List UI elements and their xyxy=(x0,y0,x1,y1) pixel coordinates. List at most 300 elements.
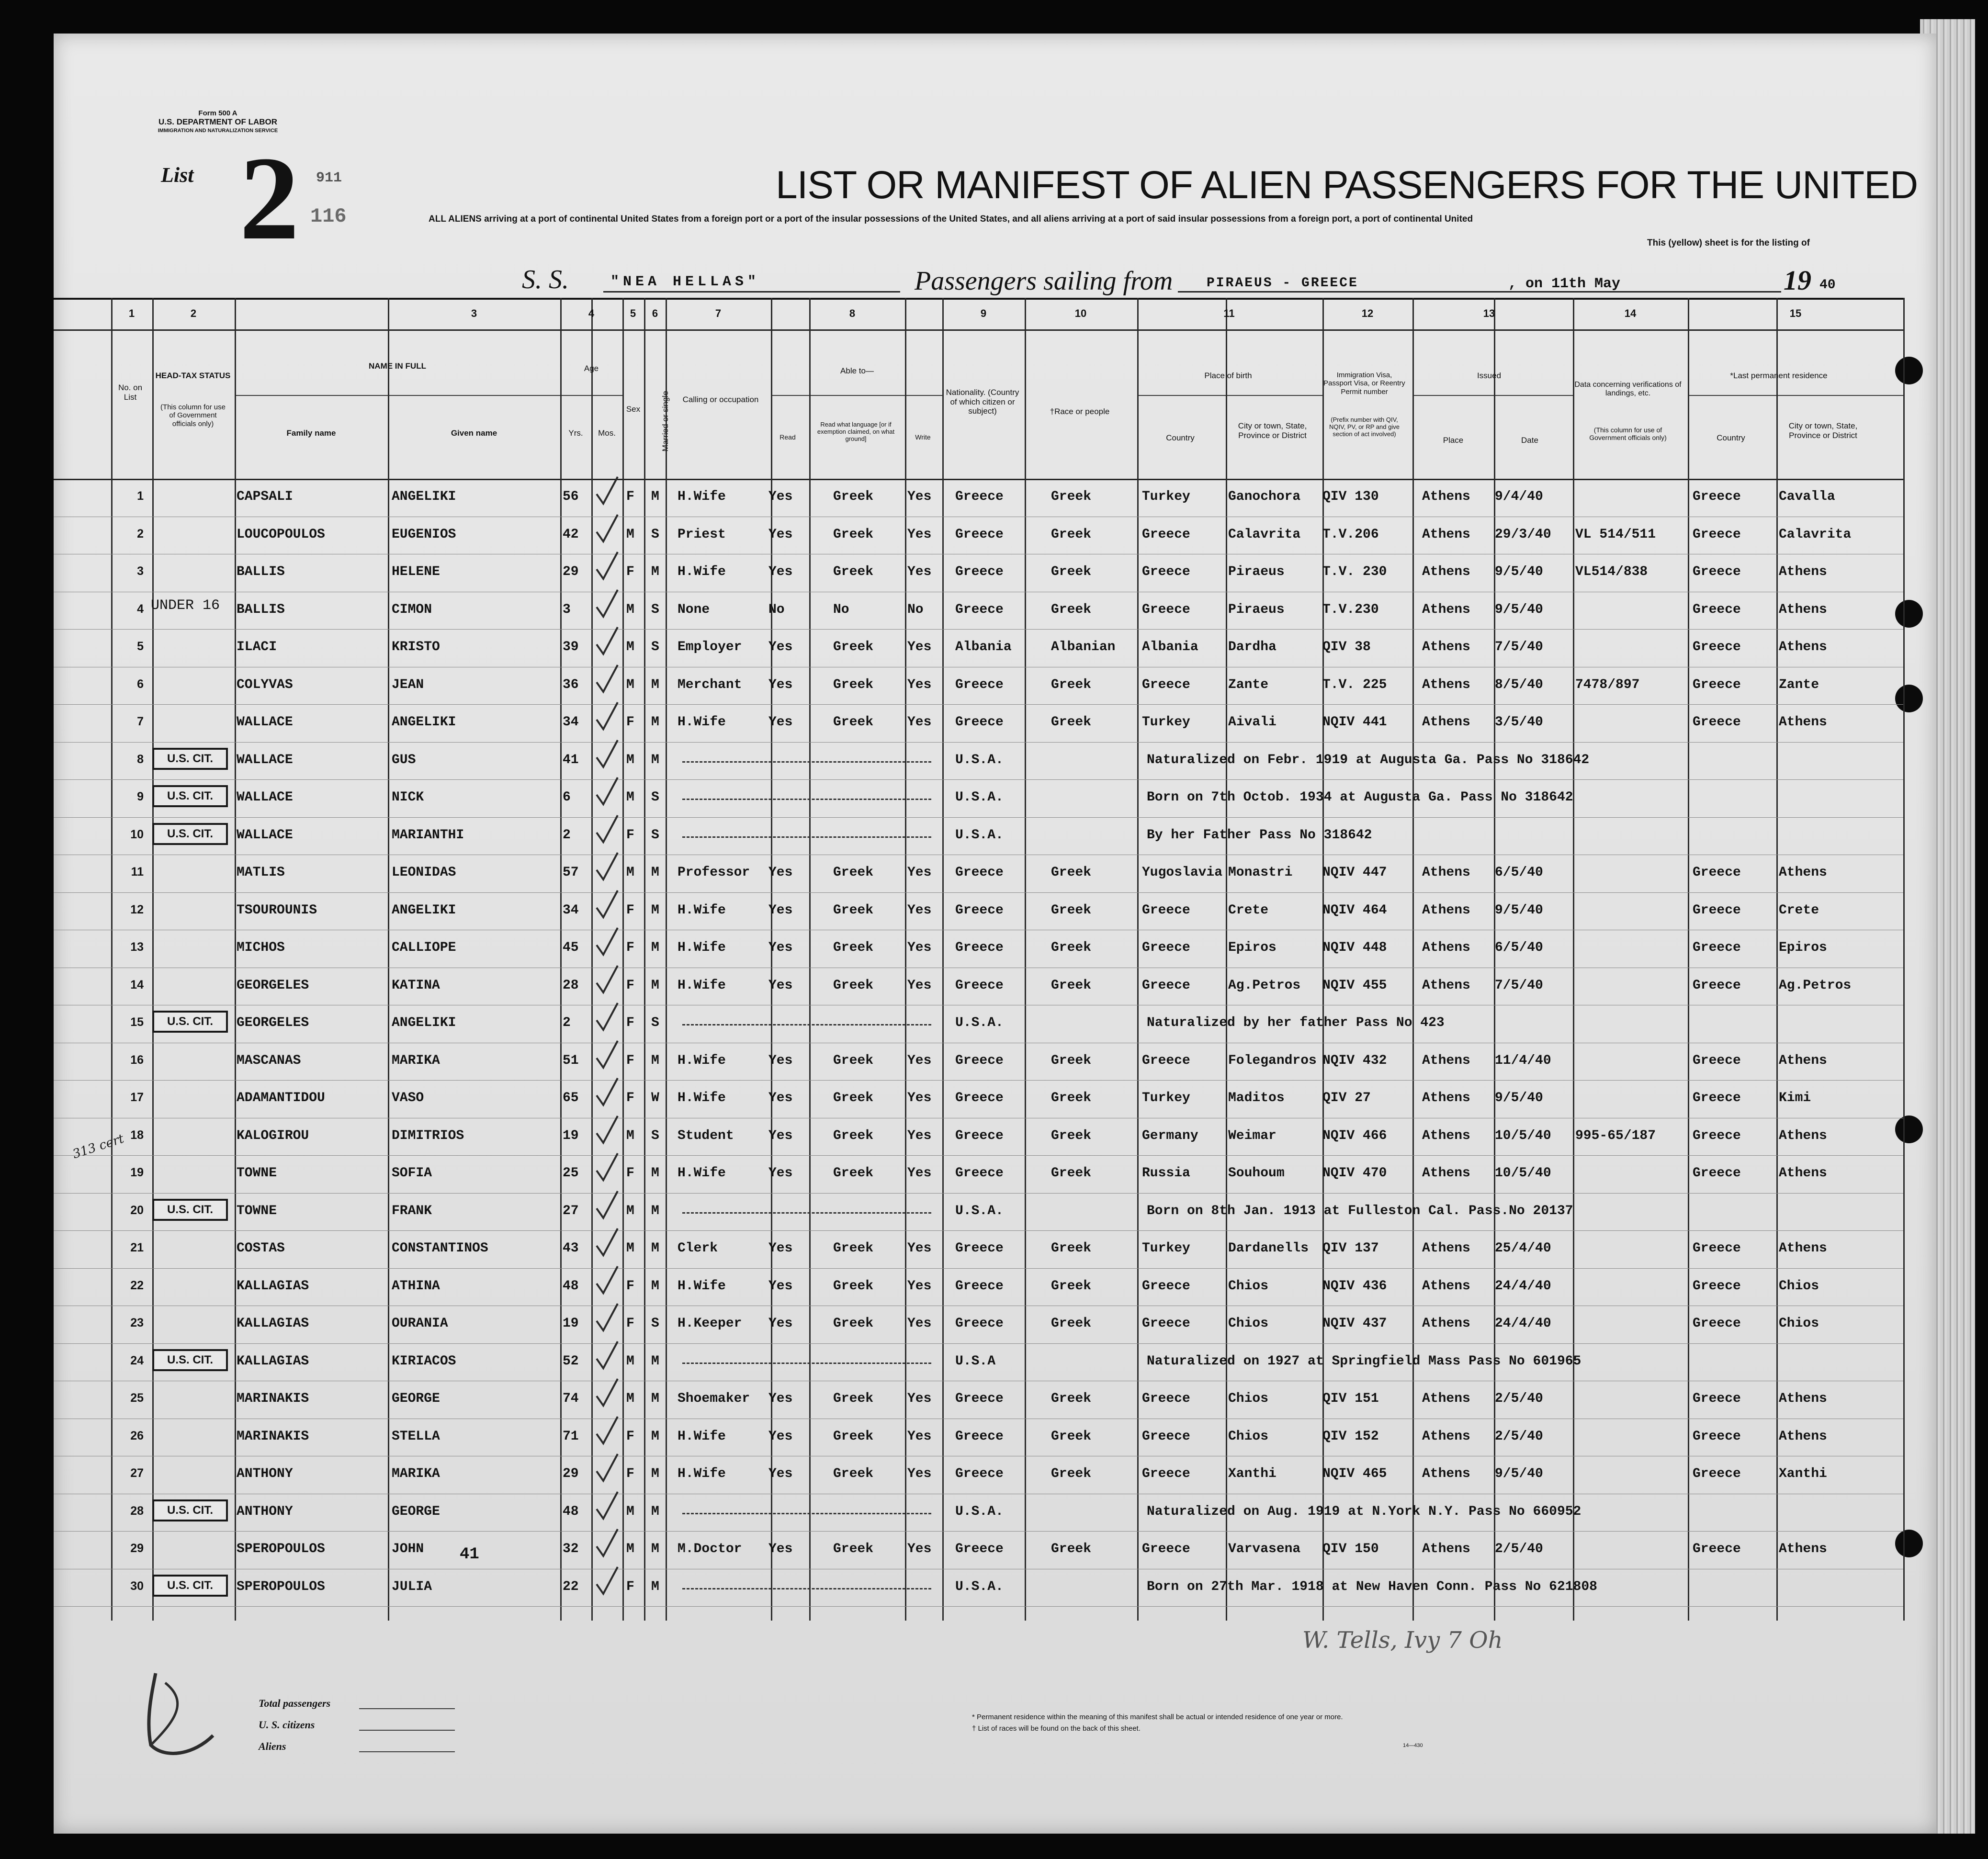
header-res-country: Country xyxy=(1717,433,1745,442)
header-res-city: City or town, State, Province or District xyxy=(1788,421,1858,440)
header-birth-country: Country xyxy=(1166,433,1195,442)
cell-bcountry: Turkey xyxy=(1142,715,1190,730)
cell-occ: H.Wife xyxy=(678,489,726,504)
cell-ms: M xyxy=(651,752,659,767)
cell-bcity: Monastri xyxy=(1228,865,1293,880)
cell-family: COSTAS xyxy=(237,1241,285,1256)
handwritten-page-number: 41 xyxy=(460,1545,479,1564)
cell-iplace: Athens xyxy=(1422,1466,1470,1481)
cell-bcountry: Yugoslavia xyxy=(1142,865,1223,880)
header-mos: Mos. xyxy=(598,428,616,438)
cell-ms: W xyxy=(651,1091,659,1105)
cell-iplace: Athens xyxy=(1422,1241,1470,1256)
cell-no: 14 xyxy=(130,978,144,991)
cell-bcity: Aivali xyxy=(1228,715,1276,730)
cell-rcity: Chios xyxy=(1779,1278,1819,1294)
cell-age: 29 xyxy=(563,1466,579,1481)
cell-no: 18 xyxy=(130,1128,144,1142)
departure-port: PIRAEUS - GREECE xyxy=(1207,276,1358,291)
cell-rcountry: Greece xyxy=(1693,1241,1741,1256)
cell-lang: Greek xyxy=(833,1166,874,1181)
cell-bcity: Piraeus xyxy=(1228,564,1285,579)
manifest-subtitle-2: This (yellow) sheet is for the listing of xyxy=(1647,238,1810,248)
cell-idate: 6/5/40 xyxy=(1495,865,1543,880)
cell-ms: S xyxy=(651,1015,659,1030)
cell-idate: 9/5/40 xyxy=(1495,1091,1543,1105)
cell-ms: S xyxy=(651,790,659,805)
cell-no: 10 xyxy=(130,827,144,841)
cell-lang: Greek xyxy=(833,489,874,504)
cell-given: JOHN xyxy=(392,1542,424,1556)
blank-dash-line xyxy=(682,761,931,763)
header-age: Age xyxy=(584,364,599,373)
cell-visa: NQIV 466 xyxy=(1322,1128,1387,1143)
cell-iplace: Athens xyxy=(1422,677,1470,692)
column-number: 9 xyxy=(980,307,987,319)
cell-visa: T.V. 225 xyxy=(1322,677,1387,692)
cell-occ: Clerk xyxy=(678,1241,718,1256)
cell-race: Greek xyxy=(1051,1091,1092,1105)
cell-ms: M xyxy=(651,1391,659,1406)
column-number: 14 xyxy=(1624,307,1637,319)
cell-no: 11 xyxy=(131,865,144,879)
punch-hole xyxy=(1895,685,1923,712)
cell-rcity: Athens xyxy=(1779,564,1827,579)
footnote-races: † List of races will be found on the back of this sheet. xyxy=(972,1724,1141,1733)
cell-nat: Greece xyxy=(955,1241,1004,1256)
cell-occ: H.Wife xyxy=(678,978,726,993)
cell-read: Yes xyxy=(768,489,793,504)
cell-sex: F xyxy=(626,1579,634,1594)
cell-age: 43 xyxy=(563,1241,579,1256)
check-mark xyxy=(593,1076,621,1110)
punch-hole xyxy=(1895,1530,1923,1557)
cell-idate: 10/5/40 xyxy=(1495,1128,1551,1143)
list-stamp: 116 xyxy=(310,205,347,228)
cell-ms: M xyxy=(651,1166,659,1181)
cell-rcity: Athens xyxy=(1779,1391,1827,1406)
cell-sex: F xyxy=(626,489,634,504)
cell-occ: H.Wife xyxy=(678,1053,726,1068)
cell-rcountry: Greece xyxy=(1693,902,1741,918)
cell-write: Yes xyxy=(907,902,932,918)
cell-given: CALLIOPE xyxy=(392,940,456,955)
cell-age: 3 xyxy=(563,602,571,617)
cell-rcountry: Greece xyxy=(1693,1466,1741,1481)
column-number: 12 xyxy=(1361,307,1374,319)
cell-idate: 9/5/40 xyxy=(1495,1466,1543,1481)
cell-iplace: Athens xyxy=(1422,1166,1470,1181)
cell-occ: H.Wife xyxy=(678,1278,726,1294)
cell-occ: H.Keeper xyxy=(678,1316,742,1331)
cell-rcity: Athens xyxy=(1779,1053,1827,1068)
cell-family: KALLAGIAS xyxy=(237,1353,309,1369)
cell-nat: Greece xyxy=(955,1278,1004,1294)
cell-citizenship-note: Born on 27th Mar. 1918 at New Haven Conn. Pass No 621808 xyxy=(1147,1579,1597,1594)
cell-bcountry: Greece xyxy=(1142,1316,1190,1331)
cell-rcity: Epiros xyxy=(1779,940,1827,955)
header-sub-rule xyxy=(235,395,560,396)
cell-rcountry: Greece xyxy=(1693,564,1741,579)
cell-read: Yes xyxy=(768,1278,793,1294)
cell-rcity: Athens xyxy=(1779,715,1827,730)
cell-ms: M xyxy=(651,1241,659,1256)
cell-race: Greek xyxy=(1051,940,1092,955)
cell-occ: Student xyxy=(678,1128,734,1143)
total-passengers-line xyxy=(359,1708,455,1709)
row-rule xyxy=(54,1606,1903,1607)
header-able-to: Able to— xyxy=(840,366,874,375)
cell-iplace: Athens xyxy=(1422,1429,1470,1444)
cell-sex: M xyxy=(626,1203,634,1218)
cell-age: 2 xyxy=(563,827,571,843)
cell-no: 24 xyxy=(130,1353,144,1367)
cell-sex: M xyxy=(626,1353,634,1369)
punch-hole xyxy=(1895,1115,1923,1143)
header-landings-note: (This column for use of Government officials only) xyxy=(1589,426,1667,442)
cell-race: Greek xyxy=(1051,1241,1092,1256)
cell-sex: F xyxy=(626,1015,634,1030)
header-sub-rule xyxy=(1688,395,1903,396)
check-mark xyxy=(593,475,621,508)
cell-bcity: Chios xyxy=(1228,1391,1269,1406)
cell-ms: M xyxy=(651,489,659,504)
head-tax-status: U.S. CIT. xyxy=(152,1349,228,1371)
column-rule xyxy=(560,298,562,1621)
header-visa: Immigration Visa, Passport Visa, or Reentry Permit number xyxy=(1323,371,1405,396)
column-number: 2 xyxy=(190,307,197,319)
cell-sex: M xyxy=(626,602,634,617)
header-sex: Sex xyxy=(626,405,641,414)
cell-no: 8 xyxy=(137,752,144,766)
cell-no: 21 xyxy=(130,1241,144,1254)
check-mark xyxy=(593,1227,621,1260)
cell-rcity: Kimi xyxy=(1779,1091,1811,1105)
cell-iplace: Athens xyxy=(1422,489,1470,504)
column-number: 13 xyxy=(1483,307,1495,319)
cell-age: 48 xyxy=(563,1278,579,1294)
cell-read: Yes xyxy=(768,1429,793,1444)
cell-rcountry: Greece xyxy=(1693,677,1741,692)
cell-sex: M xyxy=(626,1391,634,1406)
column-number: 7 xyxy=(715,307,722,319)
cell-family: COLYVAS xyxy=(237,677,293,692)
cell-nat: U.S.A. xyxy=(955,827,1004,843)
cell-given: ANGELIKI xyxy=(392,489,456,504)
cell-visa: T.V.206 xyxy=(1322,527,1379,542)
year-prefix: 19 xyxy=(1784,265,1811,296)
cell-family: GEORGELES xyxy=(237,978,309,993)
cell-idate: 2/5/40 xyxy=(1495,1429,1543,1444)
header-no-on-list: No. on List xyxy=(118,383,143,402)
cell-nat: Greece xyxy=(955,978,1004,993)
cell-rcountry: Greece xyxy=(1693,1053,1741,1068)
cell-bcity: Weimar xyxy=(1228,1128,1276,1143)
cell-idate: 10/5/40 xyxy=(1495,1166,1551,1181)
column-rule xyxy=(1903,298,1905,1621)
check-mark xyxy=(593,625,621,659)
cell-bcity: Epiros xyxy=(1228,940,1276,955)
cell-landing: VL514/838 xyxy=(1575,564,1648,579)
head-tax-status: U.S. CIT. xyxy=(152,1199,228,1221)
header-last-residence: *Last permanent residence xyxy=(1730,371,1828,380)
cell-iplace: Athens xyxy=(1422,564,1470,579)
cell-nat: U.S.A. xyxy=(955,790,1004,805)
cell-read: Yes xyxy=(768,1128,793,1143)
cell-occ: H.Wife xyxy=(678,715,726,730)
cell-ms: S xyxy=(651,640,659,654)
blank-dash-line xyxy=(682,1588,931,1589)
head-tax-status: U.S. CIT. xyxy=(152,785,228,807)
check-mark xyxy=(593,1527,621,1561)
cell-race: Greek xyxy=(1051,489,1092,504)
cell-no: 9 xyxy=(137,790,144,803)
cell-lang: Greek xyxy=(833,1128,874,1143)
check-mark xyxy=(593,1151,621,1185)
cell-race: Greek xyxy=(1051,1053,1092,1068)
cell-sex: F xyxy=(626,1053,634,1068)
cell-family: KALLAGIAS xyxy=(237,1316,309,1331)
cell-idate: 11/4/40 xyxy=(1495,1053,1551,1068)
cell-visa: QIV 137 xyxy=(1322,1241,1379,1256)
cell-ms: S xyxy=(651,1316,659,1331)
print-code: 14—430 xyxy=(1403,1743,1423,1748)
cell-rcity: Athens xyxy=(1779,602,1827,617)
cell-nat: Greece xyxy=(955,564,1004,579)
head-tax-status: U.S. CIT. xyxy=(152,748,228,770)
cell-lang: Greek xyxy=(833,1053,874,1068)
cell-occ: Shoemaker xyxy=(678,1391,750,1406)
cell-family: SPEROPOULOS xyxy=(237,1579,325,1594)
cell-bcountry: Turkey xyxy=(1142,1091,1190,1105)
cell-write: Yes xyxy=(907,1241,932,1256)
cell-nat: Greece xyxy=(955,602,1004,617)
row-rule xyxy=(54,1531,1903,1532)
check-mark xyxy=(593,889,621,922)
column-rule xyxy=(1226,298,1227,1621)
cell-bcity: Dardha xyxy=(1228,640,1276,654)
cell-sex: F xyxy=(626,715,634,730)
cell-nat: Greece xyxy=(955,940,1004,955)
head-tax-status: U.S. CIT. xyxy=(152,823,228,845)
cell-sex: M xyxy=(626,1241,634,1256)
handwritten-mark xyxy=(136,1664,232,1769)
cell-citizenship-note: Born on 7th Octob. 1934 at Augusta Ga. Pass No 318642 xyxy=(1147,790,1573,805)
cell-rcountry: Greece xyxy=(1693,1316,1741,1331)
head-tax-status: U.S. CIT. xyxy=(152,1011,228,1033)
cell-write: Yes xyxy=(907,677,932,692)
cell-nat: Greece xyxy=(955,527,1004,542)
cell-no: 2 xyxy=(137,527,144,541)
cell-given: MARIKA xyxy=(392,1053,440,1068)
cell-no: 4 xyxy=(137,602,144,616)
cell-bcity: Xanthi xyxy=(1228,1466,1276,1481)
cell-given: EUGENIOS xyxy=(392,527,456,542)
cell-ms: M xyxy=(651,1466,659,1481)
cell-given: KIRIACOS xyxy=(392,1353,456,1369)
cell-write: Yes xyxy=(907,1128,932,1143)
cell-race: Greek xyxy=(1051,564,1092,579)
service-name: IMMIGRATION AND NATURALIZATION SERVICE xyxy=(158,128,278,134)
cell-family: MARINAKIS xyxy=(237,1429,309,1444)
cell-iplace: Athens xyxy=(1422,640,1470,654)
check-mark xyxy=(593,550,621,584)
cell-nat: U.S.A. xyxy=(955,1504,1004,1519)
cell-family: CAPSALI xyxy=(237,489,293,504)
cell-rcity: Athens xyxy=(1779,1166,1827,1181)
cell-idate: 3/5/40 xyxy=(1495,715,1543,730)
cell-no: 16 xyxy=(130,1053,144,1067)
cell-bcountry: Greece xyxy=(1142,564,1190,579)
cell-given: KATINA xyxy=(392,978,440,993)
cell-iplace: Athens xyxy=(1422,1542,1470,1556)
manifest-title: LIST OR MANIFEST OF ALIEN PASSENGERS FOR THE UNITED xyxy=(776,163,1918,207)
column-rule xyxy=(622,298,624,1621)
column-number: 11 xyxy=(1223,307,1235,319)
cell-read: Yes xyxy=(768,1542,793,1556)
cell-age: 52 xyxy=(563,1353,579,1369)
cell-family: ADAMANTIDOU xyxy=(237,1091,325,1105)
cell-family: BALLIS xyxy=(237,564,285,579)
cell-visa: NQIV 436 xyxy=(1322,1278,1387,1294)
column-rule xyxy=(111,298,113,1621)
cell-read: Yes xyxy=(768,1091,793,1105)
cell-write: Yes xyxy=(907,527,932,542)
row-rule xyxy=(54,1080,1903,1081)
cell-idate: 7/5/40 xyxy=(1495,640,1543,654)
form-id-block xyxy=(144,109,292,135)
cell-bcountry: Germany xyxy=(1142,1128,1198,1143)
cell-occ: M.Doctor xyxy=(678,1542,742,1556)
cell-sex: F xyxy=(626,1278,634,1294)
check-mark xyxy=(593,1565,621,1599)
cell-no: 19 xyxy=(130,1166,144,1179)
column-rule xyxy=(1412,298,1414,1621)
check-mark xyxy=(593,1490,621,1523)
cell-bcountry: Greece xyxy=(1142,1429,1190,1444)
cell-nat: Albania xyxy=(955,640,1012,654)
cell-occ: H.Wife xyxy=(678,1466,726,1481)
column-rule xyxy=(905,298,906,1621)
header-sub-rule xyxy=(771,395,942,396)
check-mark xyxy=(593,1340,621,1373)
cell-family: ANTHONY xyxy=(237,1466,293,1481)
form-number: Form 500 A xyxy=(198,109,237,117)
header-visa-note: (Prefix number with QIV, NQIV, PV, or RP and give section of act involved) xyxy=(1329,416,1400,438)
cell-sex: F xyxy=(626,827,634,843)
cell-no: 26 xyxy=(130,1429,144,1442)
cell-visa: QIV 151 xyxy=(1322,1391,1379,1406)
ship-name: "NEA HELLAS" xyxy=(610,274,760,290)
cell-ms: M xyxy=(651,1429,659,1444)
cell-iplace: Athens xyxy=(1422,940,1470,955)
cell-no: 23 xyxy=(130,1316,144,1329)
cell-bcountry: Turkey xyxy=(1142,1241,1190,1256)
column-number: 3 xyxy=(471,307,477,319)
cell-bcity: Calavrita xyxy=(1228,527,1301,542)
cell-citizenship-note: Naturalized by her father Pass No 423 xyxy=(1147,1015,1445,1030)
cell-nat: Greece xyxy=(955,902,1004,918)
cell-sex: M xyxy=(626,865,634,880)
cell-bcity: Piraeus xyxy=(1228,602,1285,617)
cell-rcountry: Greece xyxy=(1693,865,1741,880)
cell-landing: 7478/897 xyxy=(1575,677,1640,692)
cell-age: 29 xyxy=(563,564,579,579)
cell-rcity: Calavrita xyxy=(1779,527,1852,542)
cell-family: TSOUROUNIS xyxy=(237,902,317,918)
cell-ms: M xyxy=(651,940,659,955)
header-nationality: Nationality. (Country of which citizen or subject) xyxy=(946,388,1019,416)
column-rule xyxy=(666,298,667,1621)
list-number: 2 xyxy=(239,132,299,265)
cell-read: No xyxy=(768,602,785,617)
blank-dash-line xyxy=(682,1212,931,1214)
column-rule xyxy=(1573,298,1574,1621)
cell-bcity: Dardanells xyxy=(1228,1241,1309,1256)
header-married: Married or single xyxy=(661,391,670,452)
cell-nat: U.S.A xyxy=(955,1353,996,1369)
cell-idate: 24/4/40 xyxy=(1495,1316,1551,1331)
cell-iplace: Athens xyxy=(1422,902,1470,918)
cell-write: Yes xyxy=(907,1091,932,1105)
cell-family: WALLACE xyxy=(237,752,293,767)
cell-no: 5 xyxy=(137,640,144,653)
cell-citizenship-note: Naturalized on 1927 at Springfield Mass Pass No 601965 xyxy=(1147,1353,1581,1369)
cell-write: Yes xyxy=(907,489,932,504)
blank-dash-line xyxy=(682,1513,931,1514)
cell-given: GUS xyxy=(392,752,416,767)
row-rule xyxy=(54,1193,1903,1194)
cell-sex: M xyxy=(626,677,634,692)
cell-idate: 6/5/40 xyxy=(1495,940,1543,955)
cell-family: ILACI xyxy=(237,640,277,654)
column-number: 10 xyxy=(1074,307,1087,319)
column-number: 4 xyxy=(588,307,595,319)
cell-no: 30 xyxy=(130,1579,144,1593)
cell-given: STELLA xyxy=(392,1429,440,1444)
cell-bcountry: Greece xyxy=(1142,978,1190,993)
cell-no: 25 xyxy=(130,1391,144,1405)
cell-occ: Professor xyxy=(678,865,750,880)
cell-visa: NQIV 441 xyxy=(1322,715,1387,730)
cell-bcountry: Greece xyxy=(1142,1466,1190,1481)
row-rule xyxy=(54,892,1903,893)
cell-idate: 9/4/40 xyxy=(1495,489,1543,504)
cell-visa: T.V. 230 xyxy=(1322,564,1387,579)
cell-rcountry: Greece xyxy=(1693,1166,1741,1181)
row-rule xyxy=(54,1230,1903,1231)
cell-write: Yes xyxy=(907,1166,932,1181)
cell-occ: H.Wife xyxy=(678,564,726,579)
cell-given: MARIKA xyxy=(392,1466,440,1481)
cell-ms: M xyxy=(651,902,659,918)
footnote-residence: * Permanent residence within the meaning of this manifest shall be actual or intended residence of one year or more. xyxy=(972,1713,1343,1721)
manifest-sheet xyxy=(54,34,1936,1834)
cell-rcountry: Greece xyxy=(1693,1391,1741,1406)
cell-bcountry: Greece xyxy=(1142,1391,1190,1406)
cell-bcountry: Greece xyxy=(1142,1053,1190,1068)
cell-lang: No xyxy=(833,602,849,617)
cell-given: NICK xyxy=(392,790,424,805)
check-mark xyxy=(593,1302,621,1335)
cell-family: MARINAKIS xyxy=(237,1391,309,1406)
total-passengers-label: Total passengers xyxy=(259,1697,331,1709)
cell-rcity: Athens xyxy=(1779,1128,1827,1143)
cell-read: Yes xyxy=(768,1466,793,1481)
cell-rcity: Athens xyxy=(1779,865,1827,880)
header-head-tax: HEAD-TAX STATUS xyxy=(155,371,231,380)
check-mark xyxy=(593,1114,621,1148)
